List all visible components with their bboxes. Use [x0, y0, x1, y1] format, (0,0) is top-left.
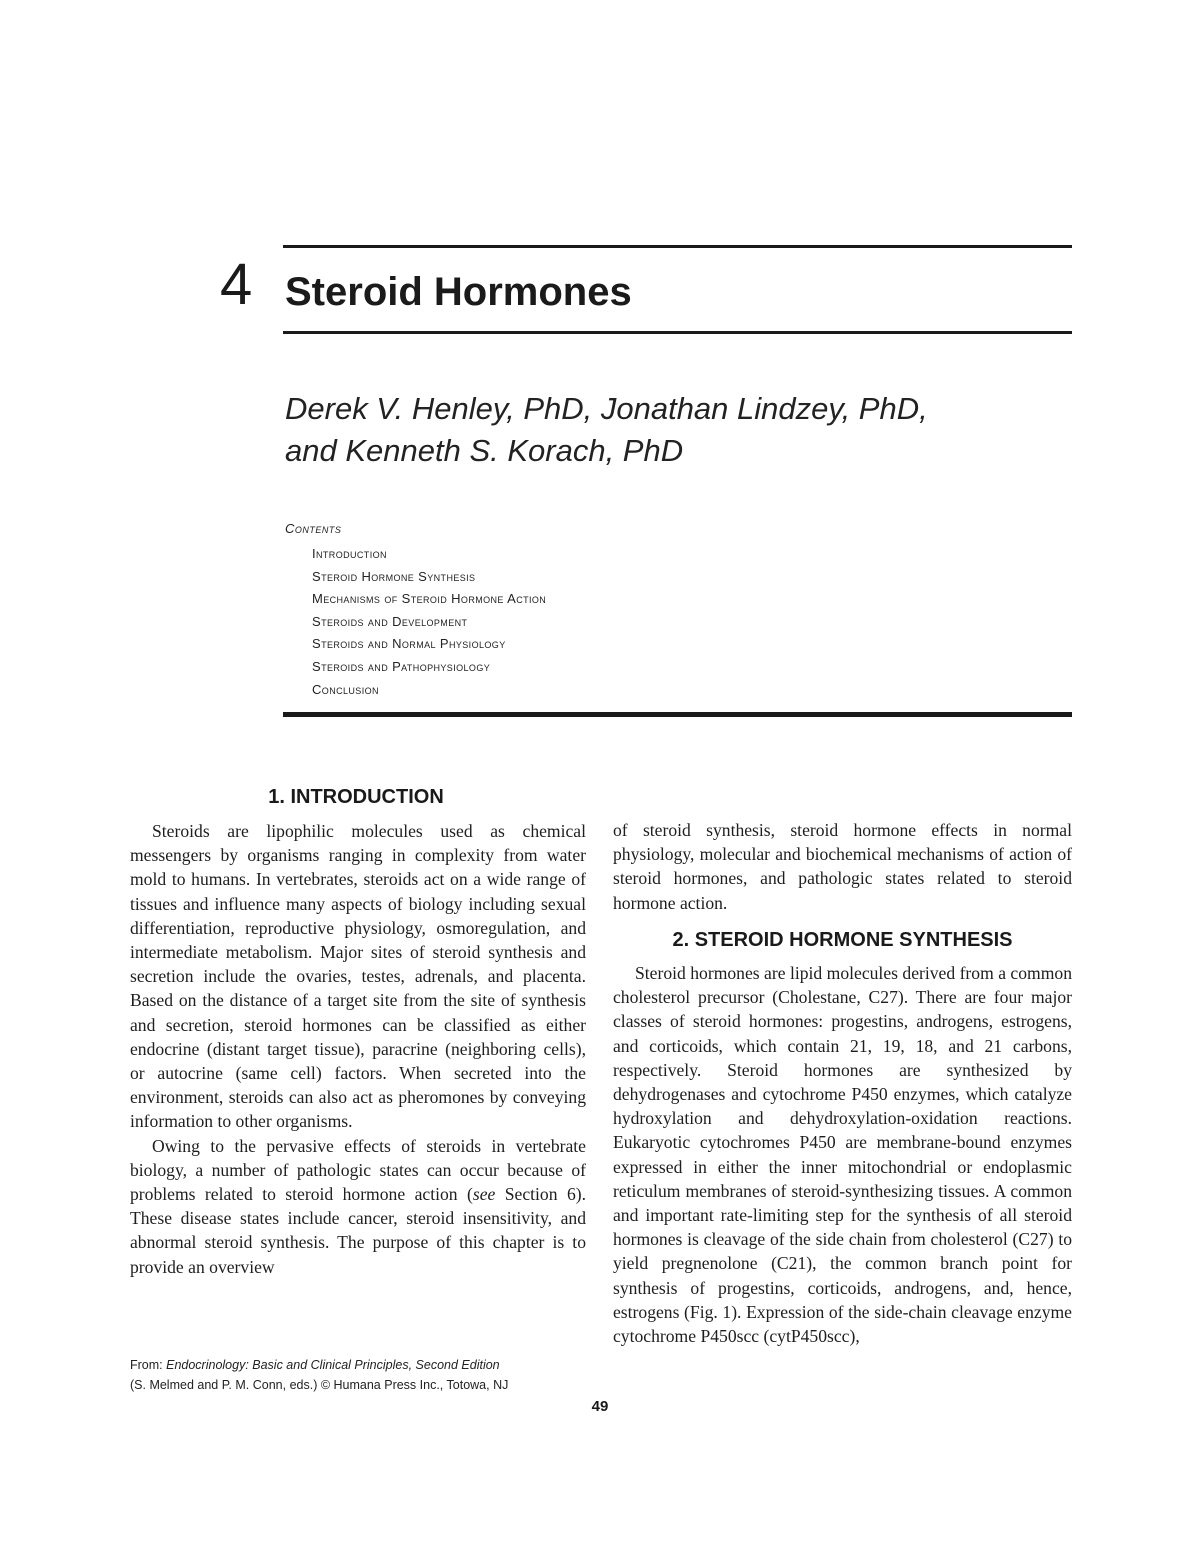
contents-item-conclusion: Conclusion: [312, 681, 379, 697]
authors-line-2: and Kenneth S. Korach, PhD: [285, 433, 684, 468]
footnote-line-2: (S. Melmed and P. M. Conn, eds.) © Humana Press Inc., Totowa, NJ: [130, 1378, 509, 1392]
source-footnote: [130, 1355, 586, 1395]
author-list: [285, 388, 1075, 472]
right-column-continuation: [613, 818, 1072, 915]
intro-p2-italic-see: see: [472, 1184, 496, 1205]
intro-continuation: of steroid synthesis, steroid hormone effects in normal physiology, molecular and biochemical mechanisms of action of steroid hormones, and pathologic states related to steroid hormone action.: [613, 820, 1072, 913]
contents-heading: Contents: [285, 521, 342, 536]
chapter-number: 4: [220, 252, 253, 317]
page-number: 49: [591, 1398, 609, 1415]
intro-paragraph-2: [130, 1134, 586, 1279]
contents-item-introduction: Introduction: [312, 546, 387, 561]
contents-bottom-rule: [283, 712, 1072, 717]
contents-item-normal-physiology: Steroids and Normal Physiology: [312, 636, 506, 652]
synthesis-paragraph-1: Steroid hormones are lipid molecules derived from a common cholesterol precursor (Cholestane, C27). There are four major classes of steroid hormones: progestins, androgens, estrogens, and corticoids, which contain 21, 19, 18, and 21 carbons, respectively. Steroid hormones are synthesized by dehydrogenases and cytochrome P450 enzymes, which catalyze hydroxylation and dehydroxylation-oxidation reactions. Eukaryotic cytochromes P450 are membrane-bound enzymes expressed in either the inner mitochondrial or endoplasmic reticulum membranes of steroid-synthesizing tissues. A common and important rate-limiting step for the synthesis of all steroid hormones is cleavage of the side chain from cholesterol (C27) to yield pregnenolone (C21), the common branch point for synthesis of progestins, corticoids, androgens, and, hence, estrogens (Fig. 1). Expression of the side-chain cleavage enzyme cytochrome P450scc (cytP450scc),: [613, 963, 1072, 1347]
intro-paragraph-1: Steroids are lipophilic molecules used as chemical messengers by organisms ranging in complexity from water mold to humans. In vertebrates, steroids act on a wide range of tissues and influence many aspects of biology including sexual differentiation, reproductive physiology, osmoregulation, and intermediate metabolism. Major sites of steroid synthesis and secretion include the ovaries, testes, adrenals, and placenta. Based on the distance of a target site from the site of synthesis and secretion, steroid hormones can be classified as either endocrine (distant target tissue), paracrine (neighboring cells), or autocrine (same cell) factors. When secreted into the environment, steroids can also act as pheromones by conveying information to other organisms.: [130, 821, 586, 1132]
footnote-prefix: From:: [130, 1358, 167, 1372]
intro-p2-text-b: Section 6). These disease states include cancer, steroid insensitivity, and abnormal steroid synthesis. The purpose of this chapter is to provide an overview: [130, 1184, 587, 1277]
contents-item-development: Steroids and Development: [312, 613, 468, 629]
title-rule: [283, 331, 1072, 334]
footnote-line-1: [130, 1355, 586, 1375]
section-heading-introduction: 1. INTRODUCTION: [268, 786, 444, 808]
intro-p2-text-a: Owing to the pervasive effects of steroids in vertebrate biology, a number of pathologic states can occur because of problems related to steroid hormone action (: [130, 1135, 586, 1205]
left-column: [130, 819, 586, 1279]
chapter-title: Steroid Hormones: [285, 270, 632, 314]
footnote-book-title: Endocrinology: Basic and Clinical Principles, Second Edition: [166, 1358, 500, 1372]
right-column: [613, 961, 1072, 1348]
contents-item-mechanisms: Mechanisms of Steroid Hormone Action: [312, 591, 547, 607]
section-heading-synthesis: 2. STEROID HORMONE SYNTHESIS: [672, 929, 1013, 951]
authors-line-1: Derek V. Henley, PhD, Jonathan Lindzey, PhD,: [285, 391, 928, 426]
top-rule: [283, 245, 1072, 248]
contents-item-synthesis: Steroid Hormone Synthesis: [312, 568, 476, 584]
contents-item-pathophysiology: Steroids and Pathophysiology: [312, 658, 491, 674]
contents-list: [312, 543, 546, 701]
